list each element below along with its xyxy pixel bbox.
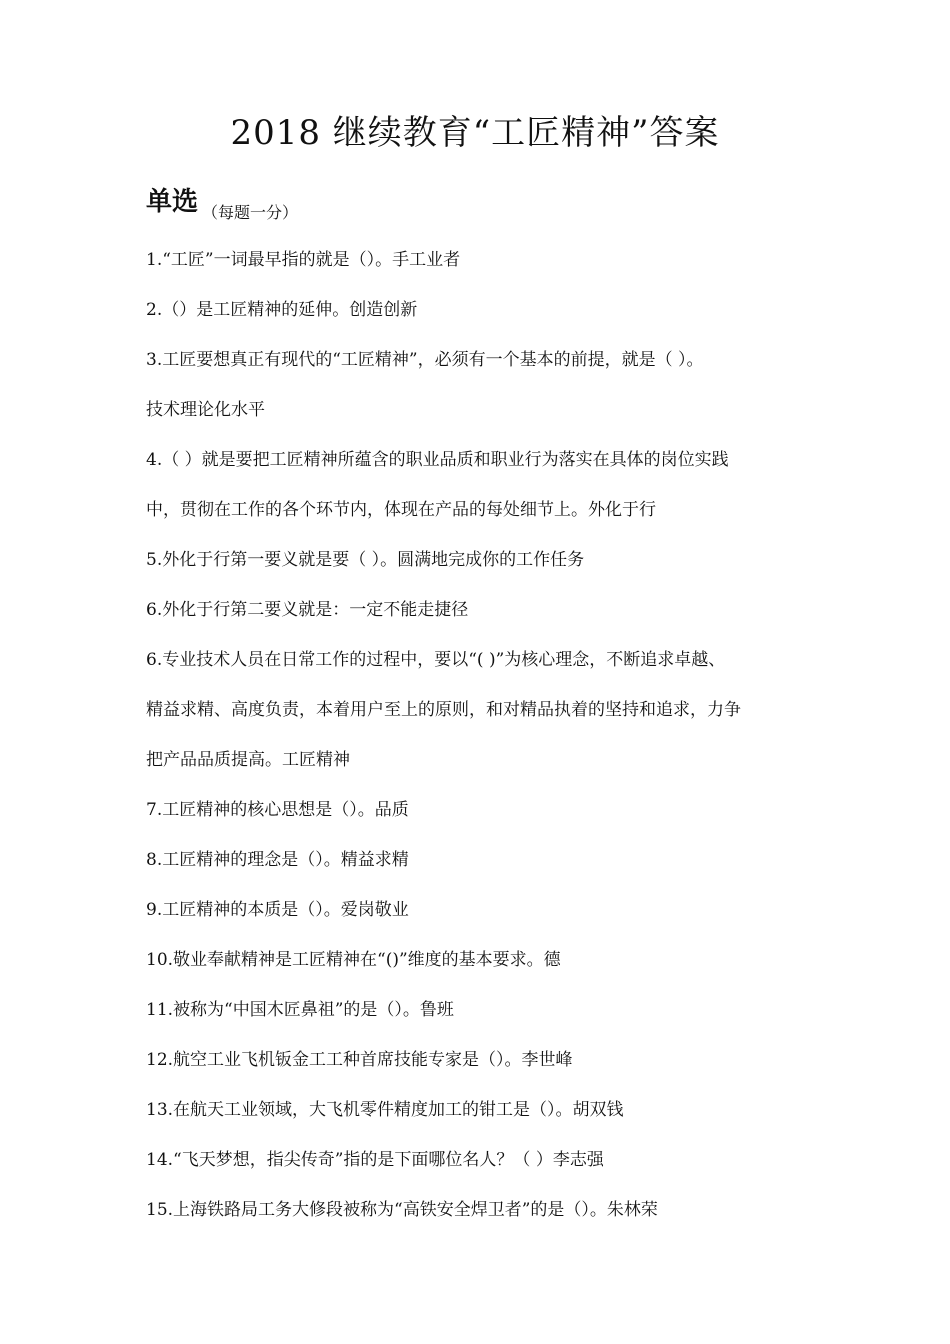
question-line: 1.“工匠”一词最早指的就是（）。手工业者 bbox=[146, 250, 461, 270]
question-line: 6.外化于行第二要义就是：一定不能走捷径 bbox=[146, 600, 469, 620]
question-line: 4.（ ）就是要把工匠精神所蕴含的职业品质和职业行为落实在具体的岗位实践 bbox=[146, 450, 729, 470]
section-heading bbox=[146, 186, 299, 222]
question-line: 9.工匠精神的本质是（）。爱岗敬业 bbox=[146, 900, 409, 920]
document-title: 2018 继续教育“工匠精神”答案 bbox=[230, 113, 720, 153]
question-line: 12.航空工业飞机钣金工工种首席技能专家是（）。李世峰 bbox=[146, 1050, 573, 1070]
question-line: 15.上海铁路局工务大修段被称为“高铁安全焊卫者”的是（）。朱林荣 bbox=[146, 1200, 658, 1220]
question-line: 11.被称为“中国木匠鼻祖”的是（）。鲁班 bbox=[146, 1000, 454, 1020]
question-list bbox=[146, 246, 826, 1246]
question-line: 技术理论化水平 bbox=[146, 400, 265, 420]
question-line: 中，贯彻在工作的各个环节内，体现在产品的每处细节上。外化于行 bbox=[146, 500, 656, 520]
section-title: 单选 bbox=[146, 187, 199, 217]
question-line: 7.工匠精神的核心思想是（）。品质 bbox=[146, 800, 409, 820]
question-line: 精益求精、高度负责，本着用户至上的原则，和对精品执着的坚持和追求，力争 bbox=[146, 700, 741, 720]
question-line: 5.外化于行第一要义就是要（ ）。圆满地完成你的工作任务 bbox=[146, 550, 585, 570]
section-note: （每题一分） bbox=[202, 203, 299, 222]
question-line: 14.“飞天梦想，指尖传奇”指的是下面哪位名人？（ ）李志强 bbox=[146, 1150, 604, 1170]
question-line: 把产品品质提高。工匠精神 bbox=[146, 750, 350, 770]
question-line: 13.在航天工业领域，大飞机零件精度加工的钳工是（）。胡双钱 bbox=[146, 1100, 624, 1120]
question-line: 6.专业技术人员在日常工作的过程中，要以“( )”为核心理念，不断追求卓越、 bbox=[146, 650, 726, 670]
question-line: 3.工匠要想真正有现代的“工匠精神”，必须有一个基本的前提，就是（ ）。 bbox=[146, 350, 704, 370]
question-line: 2.（）是工匠精神的延伸。创造创新 bbox=[146, 300, 418, 320]
question-line: 10.敬业奉献精神是工匠精神在“()”维度的基本要求。德 bbox=[146, 950, 561, 970]
question-line: 8.工匠精神的理念是（）。精益求精 bbox=[146, 850, 409, 870]
